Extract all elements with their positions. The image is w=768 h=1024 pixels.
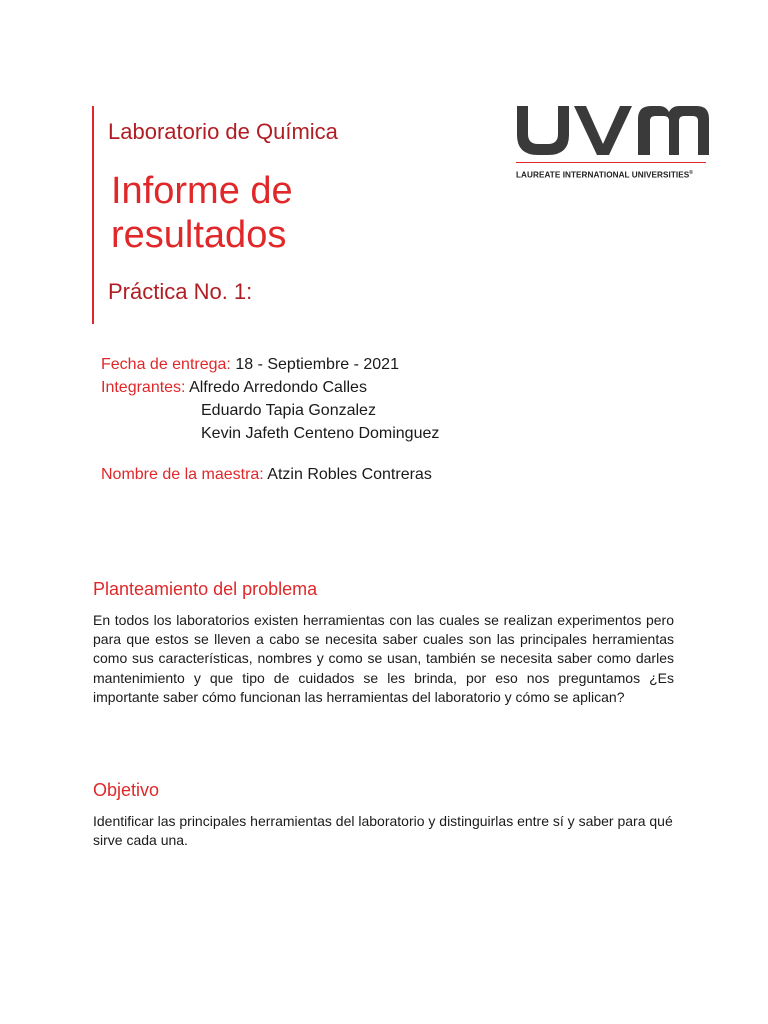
teacher-name: Atzin Robles Contreras bbox=[267, 466, 432, 483]
practice-number: Práctica No. 1: bbox=[108, 279, 253, 304]
info-block bbox=[101, 353, 439, 486]
report-title bbox=[111, 169, 468, 257]
teacher-row bbox=[101, 463, 439, 486]
member-list bbox=[201, 399, 439, 445]
members-row bbox=[101, 376, 439, 399]
objective-section-title: Objetivo bbox=[93, 780, 160, 800]
member-name: Eduardo Tapia Gonzalez bbox=[201, 402, 376, 419]
lab-title: Laboratorio de Química bbox=[108, 119, 338, 144]
teacher-label: Nombre de la maestra: bbox=[101, 466, 264, 483]
logo-tagline bbox=[516, 170, 693, 180]
report-title-line-2: resultados bbox=[111, 214, 287, 256]
delivery-date-value: 18 - Septiembre - 2021 bbox=[235, 356, 399, 373]
header-accent-bar bbox=[92, 106, 94, 324]
logo-registered-mark: ® bbox=[689, 170, 693, 176]
uvm-logo bbox=[514, 104, 710, 184]
objective-section-text: Identificar las principales herramientas del laboratorio y distinguirlas entre sí y saber para qué sirve cada una. bbox=[93, 813, 673, 849]
logo-divider-line bbox=[516, 162, 706, 163]
delivery-date-row bbox=[101, 353, 439, 376]
members-label: Integrantes: bbox=[101, 379, 186, 396]
report-title-line-1: Informe de bbox=[111, 170, 293, 212]
header-block bbox=[108, 117, 468, 307]
problem-section-text: En todos los laboratorios existen herramientas con las cuales se realizan experimentos pero para que estos se lleven a cabo se necesita saber cuales son las principales herramientas como sus características, nombres y como se usan, también se necesita saber como darles mantenimiento y que tipo de cuidados se les brinda, por eso nos preguntamos ¿Es importante saber cómo funcionan las herramientas del laboratorio y cómo se aplican? bbox=[93, 612, 674, 705]
delivery-date-label: Fecha de entrega: bbox=[101, 356, 231, 373]
problem-section-title: Planteamiento del problema bbox=[93, 579, 318, 599]
logo-tagline-text: LAUREATE INTERNATIONAL UNIVERSITIES bbox=[516, 170, 690, 180]
member-name: Kevin Jafeth Centeno Dominguez bbox=[201, 425, 440, 442]
uvm-logo-letters bbox=[514, 104, 710, 158]
member-name: Alfredo Arredondo Calles bbox=[189, 379, 367, 396]
